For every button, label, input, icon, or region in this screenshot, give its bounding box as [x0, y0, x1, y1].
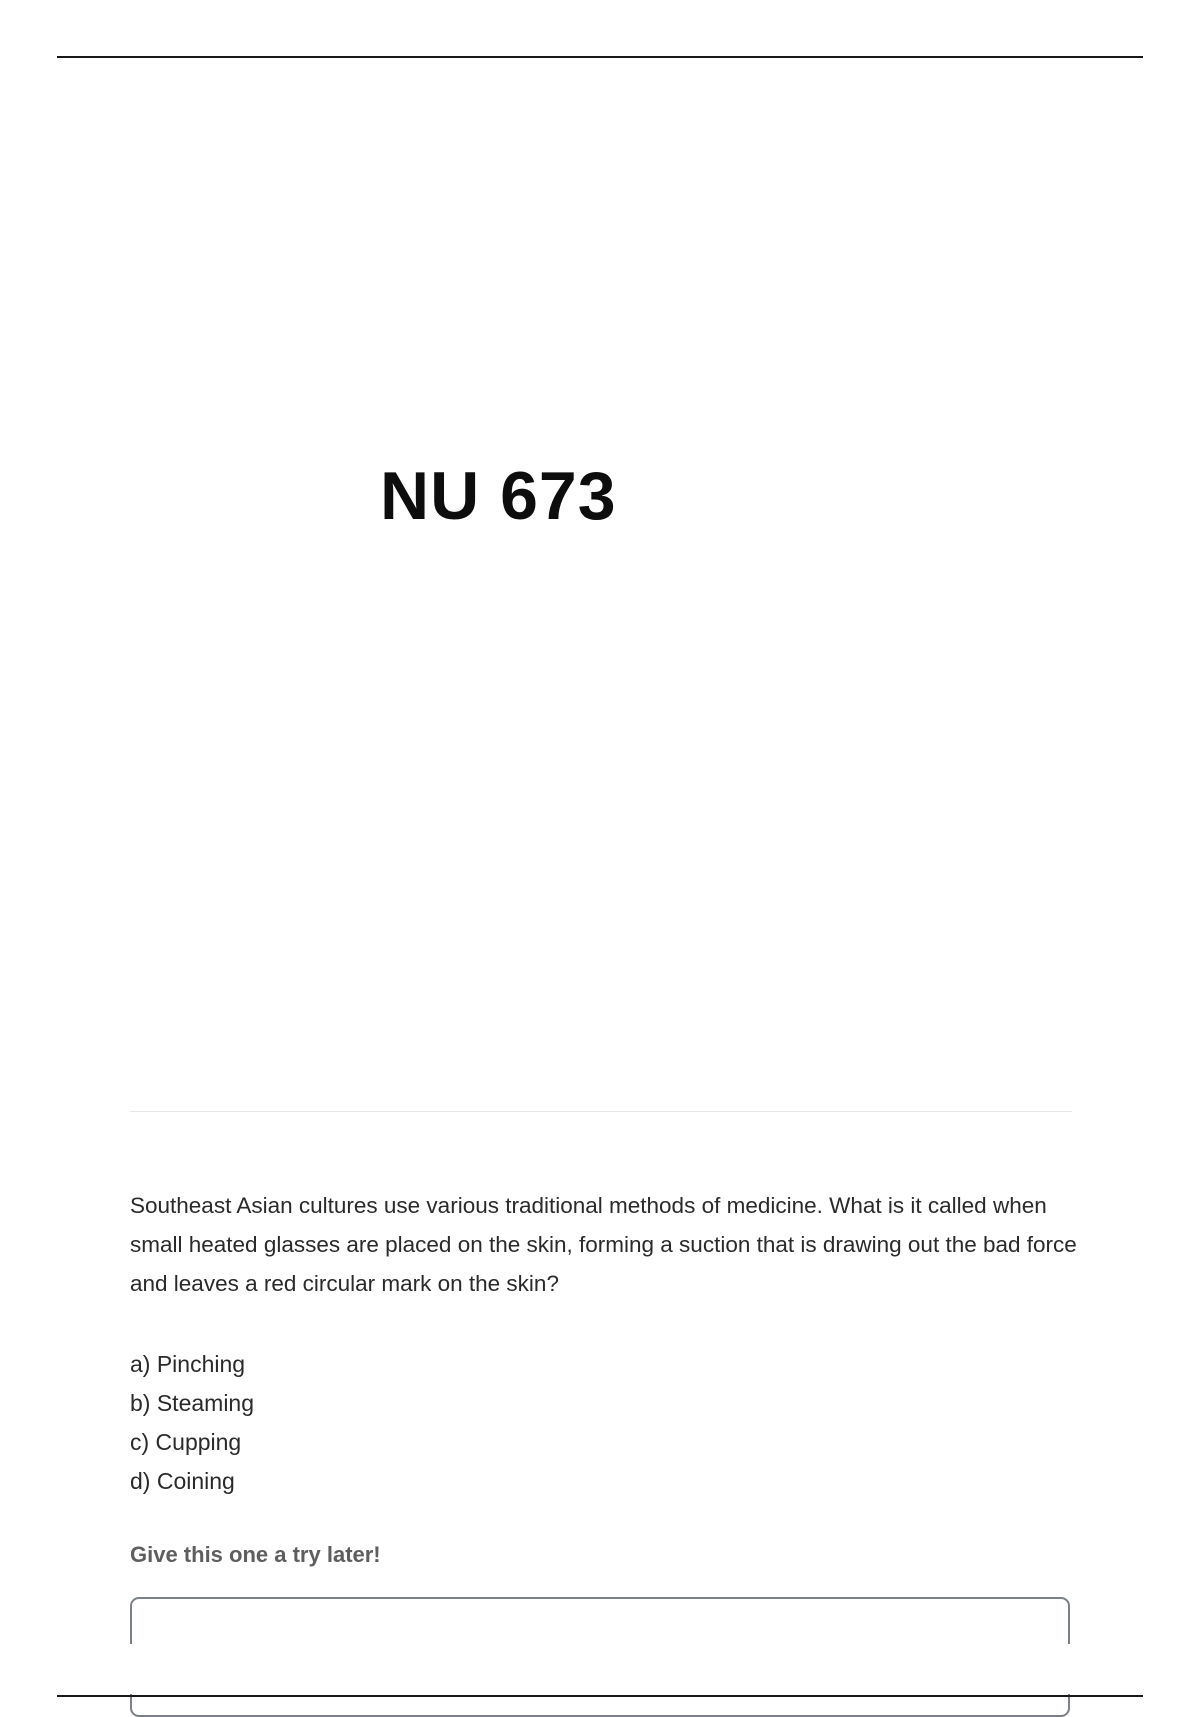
bottom-rule: [57, 1695, 1143, 1697]
try-later-prompt: Give this one a try later!: [130, 1542, 381, 1567]
answer-options: [130, 1345, 254, 1501]
option-c: c) Cupping: [130, 1429, 242, 1455]
option-a: a) Pinching: [130, 1351, 246, 1377]
option-b: b) Steaming: [130, 1390, 255, 1416]
page-crop-mask: [0, 1644, 1200, 1694]
question-text: Southeast Asian cultures use various traditional methods of medicine. What is it called when small heated glasses are placed on the skin, forming a suction that is drawing out the bad force and leaves a red circular mark on the skin?: [130, 1193, 1077, 1296]
section-divider: [130, 1111, 1072, 1112]
top-rule: [57, 56, 1143, 58]
course-title: NU 673: [380, 458, 617, 534]
option-d: d) Coining: [130, 1468, 235, 1494]
